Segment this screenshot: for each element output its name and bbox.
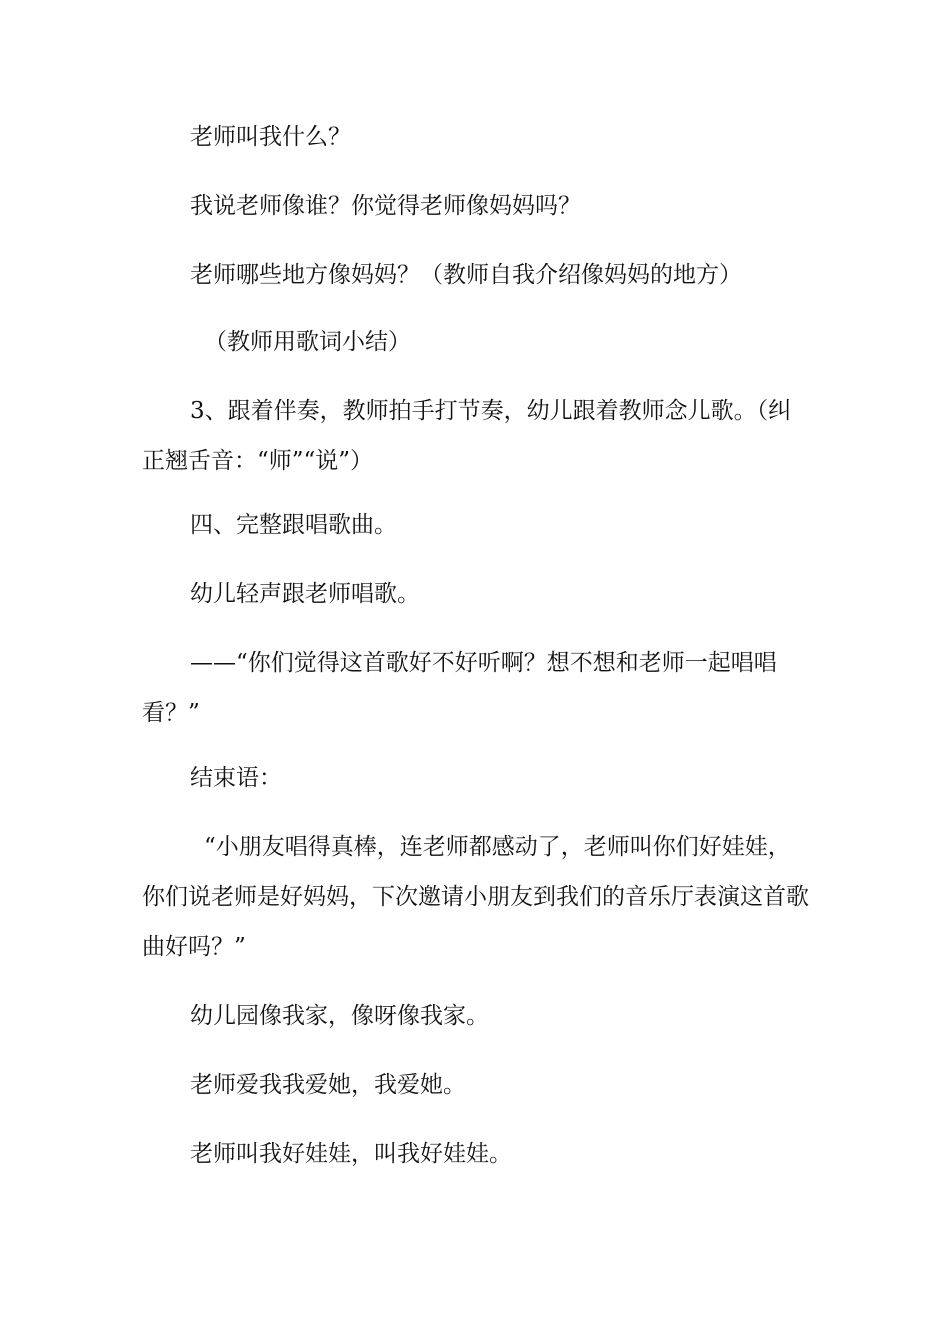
paragraph-13: 老师叫我好娃娃，叫我好娃娃。 [190, 1141, 512, 1167]
paragraph-6: 四、完整跟唱歌曲。 [190, 512, 397, 538]
paragraph-11: 幼儿园像我家，像呀像我家。 [190, 1003, 489, 1029]
paragraph-5: 3、跟着伴奏，教师拍手打节奏，幼儿跟着教师念儿歌。（纠正翘舌音：“师”“说”） [142, 398, 792, 474]
paragraph-9: 结束语： [190, 765, 282, 791]
paragraph-8: ——“你们觉得这首歌好不好听啊？想不想和老师一起唱唱看？” [142, 650, 777, 726]
paragraph-7: 幼儿轻声跟老师唱歌。 [190, 581, 420, 607]
paragraph-4: （教师用歌词小结） [204, 329, 411, 355]
paragraph-1: 老师叫我什么？ [190, 124, 351, 150]
paragraph-2: 我说老师像谁？你觉得老师像妈妈吗？ [190, 193, 581, 219]
paragraph-3: 老师哪些地方像妈妈？（教师自我介绍像妈妈的地方） [190, 262, 742, 288]
paragraph-12: 老师爱我我爱她，我爱她。 [190, 1072, 466, 1098]
paragraph-10: “小朋友唱得真棒，连老师都感动了，老师叫你们好娃娃，你们说老师是好妈妈，下次邀请小朋友到我们的音乐厅表演这首歌曲好吗？” [142, 834, 809, 960]
